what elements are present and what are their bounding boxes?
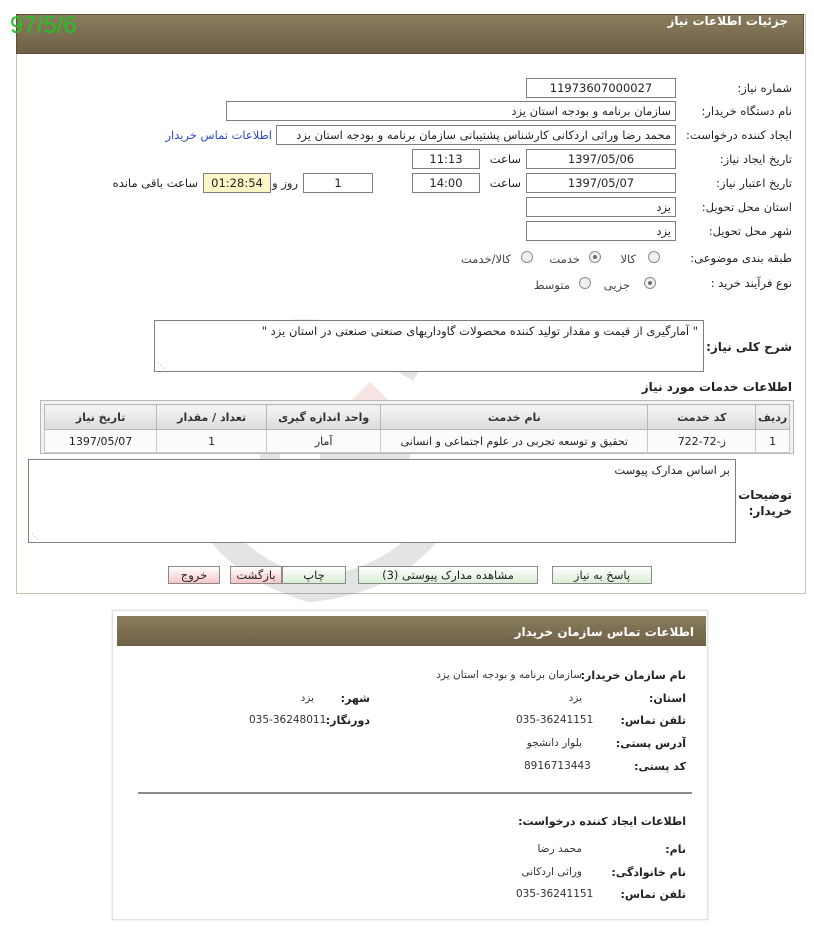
cell-date: 1397/05/07 bbox=[45, 430, 157, 453]
category-option-service: خدمت bbox=[549, 252, 580, 266]
province-label: استان محل تحویل: bbox=[701, 200, 792, 214]
contact-org-value: سازمان برنامه و بودجه استان یزد bbox=[436, 669, 582, 681]
col-row: ردیف bbox=[756, 405, 790, 430]
contact-address-label: آدرس پستی: bbox=[615, 737, 686, 750]
resize-grip-icon: ⋰ bbox=[31, 532, 39, 541]
services-title: اطلاعات خدمات مورد نیاز bbox=[641, 380, 792, 394]
need-number-label: شماره نیاز: bbox=[737, 81, 792, 95]
col-name: نام خدمت bbox=[381, 405, 648, 430]
category-radio-goods-service[interactable] bbox=[521, 251, 533, 263]
valid-time-label: ساعت bbox=[489, 176, 521, 190]
contact-city-value: یزد bbox=[300, 692, 314, 704]
contact-fax-label: دورنگار: bbox=[325, 714, 370, 727]
category-option-goods: کالا bbox=[620, 252, 636, 266]
valid-date-label: تاریخ اعتبار نیاز: bbox=[716, 176, 792, 190]
create-time-field: 11:13 bbox=[412, 149, 480, 169]
contact-province-label: استان: bbox=[649, 692, 686, 705]
cell-code: ز-72-722 bbox=[648, 430, 756, 453]
creator-phone-value: 035-36241151 bbox=[516, 888, 594, 900]
process-label: نوع فرآیند خرید : bbox=[710, 276, 792, 290]
city-field: یزد bbox=[526, 221, 676, 241]
contact-postal-label: کد پستی: bbox=[634, 760, 686, 773]
col-qty: تعداد / مقدار bbox=[157, 405, 267, 430]
time-remaining-label: ساعت باقی مانده bbox=[112, 176, 198, 190]
need-number-field: 11973607000027 bbox=[526, 78, 676, 98]
table-row bbox=[45, 430, 790, 453]
buyer-notes-label-2: خریدار: bbox=[748, 504, 792, 518]
contact-org-label: نام سازمان خریدار: bbox=[580, 669, 686, 682]
category-label: طبقه بندی موضوعی: bbox=[690, 251, 792, 265]
requester-field: محمد رضا وراثی اردکانی کارشناس پشتیبانی سازمان برنامه و بودجه استان یزد bbox=[276, 125, 676, 145]
process-radio-minor[interactable] bbox=[644, 277, 656, 289]
resize-grip-icon: ⋰ bbox=[157, 361, 165, 370]
contact-province-value: یزد bbox=[568, 692, 582, 704]
buyer-notes-text: بر اساس مدارک پیوست bbox=[614, 463, 730, 477]
description-text: " آمارگیری از قیمت و مقدار تولید کننده محصولات گاوداریهای صنعتی صنعتی در استان یزد " bbox=[261, 324, 698, 338]
cell-name: تحقیق و توسعه تجربی در علوم اجتماعی و انسانی bbox=[381, 430, 648, 453]
col-date: تاریخ نیاز bbox=[45, 405, 157, 430]
buyer-org-field: سازمان برنامه و بودجه استان یزد bbox=[226, 101, 676, 121]
days-remaining-field: 1 bbox=[303, 173, 373, 193]
col-code: کد خدمت bbox=[648, 405, 756, 430]
create-time-label: ساعت bbox=[489, 152, 521, 166]
contact-phone-value: 035-36241151 bbox=[516, 714, 594, 726]
contact-phone-label: تلفن تماس: bbox=[620, 714, 686, 727]
time-remaining-field: 01:28:54 bbox=[203, 173, 271, 193]
category-option-goods-service: کالا/خدمت bbox=[460, 252, 511, 266]
table-header-row bbox=[45, 405, 790, 430]
process-option-medium: متوسط bbox=[533, 278, 570, 292]
valid-date-field: 1397/05/07 bbox=[526, 173, 676, 193]
panel-title: جزئیات اطلاعات نیاز bbox=[667, 14, 788, 28]
buyer-notes-label: توضیحات bbox=[738, 488, 792, 502]
contact-fax-value: 035-36248011 bbox=[249, 714, 327, 726]
cell-row: 1 bbox=[756, 430, 790, 453]
valid-time-field: 14:00 bbox=[412, 173, 480, 193]
contact-postal-value: 8916713443 bbox=[524, 760, 591, 772]
process-radio-medium[interactable] bbox=[579, 277, 591, 289]
services-table bbox=[44, 404, 790, 453]
date-stamp: 97/5/6 bbox=[10, 12, 77, 39]
creator-name-label: نام: bbox=[665, 843, 686, 856]
buyer-org-label: نام دستگاه خریدار: bbox=[701, 104, 792, 118]
print-button[interactable]: چاپ bbox=[282, 566, 346, 584]
creator-family-label: نام خانوادگی: bbox=[611, 866, 686, 879]
view-documents-button[interactable]: مشاهده مدارک پیوستی (3) bbox=[358, 566, 538, 584]
contact-address-value: بلوار دانشجو bbox=[526, 737, 582, 749]
col-unit: واحد اندازه گیری bbox=[267, 405, 381, 430]
requester-label: ایجاد کننده درخواست: bbox=[686, 128, 792, 142]
services-table-container bbox=[40, 400, 794, 454]
cell-unit: آمار bbox=[267, 430, 381, 453]
cell-qty: 1 bbox=[157, 430, 267, 453]
back-button[interactable]: بازگشت bbox=[230, 566, 282, 584]
days-label: روز و bbox=[272, 176, 298, 190]
contact-divider bbox=[138, 792, 692, 794]
description-textarea[interactable] bbox=[154, 320, 704, 372]
reply-button[interactable]: پاسخ به نیاز bbox=[552, 566, 652, 584]
city-label: شهر محل تحویل: bbox=[708, 224, 792, 238]
buyer-notes-textarea[interactable] bbox=[28, 459, 736, 543]
category-radio-service[interactable] bbox=[589, 251, 601, 263]
process-option-minor: جزیی bbox=[603, 278, 630, 292]
creator-section-title: اطلاعات ایجاد کننده درخواست: bbox=[518, 815, 686, 828]
buyer-contact-link[interactable]: اطلاعات تماس خریدار bbox=[165, 128, 272, 142]
exit-button[interactable]: خروج bbox=[168, 566, 220, 584]
create-date-label: تاریخ ایجاد نیاز: bbox=[719, 152, 792, 166]
create-date-field: 1397/05/06 bbox=[526, 149, 676, 169]
province-field: یزد bbox=[526, 197, 676, 217]
contact-city-label: شهر: bbox=[340, 692, 370, 705]
creator-name-value: محمد رضا bbox=[537, 843, 582, 855]
creator-phone-label: تلفن تماس: bbox=[620, 888, 686, 901]
contact-title: اطلاعات تماس سازمان خریدار bbox=[514, 625, 694, 639]
creator-family-value: وراثی اردکانی bbox=[521, 866, 582, 878]
category-radio-goods[interactable] bbox=[648, 251, 660, 263]
description-label: شرح کلی نیاز: bbox=[706, 340, 792, 354]
